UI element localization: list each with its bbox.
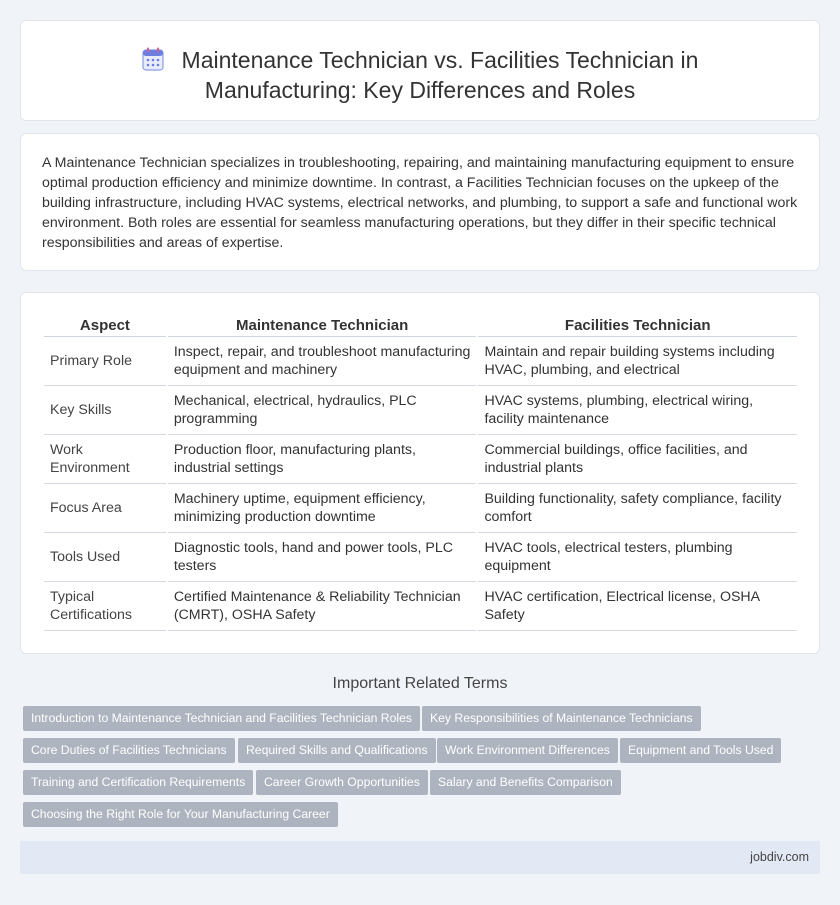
related-tag[interactable]: Salary and Benefits Comparison bbox=[430, 770, 621, 795]
comparison-card bbox=[20, 292, 820, 654]
row-maintenance: Machinery uptime, equipment efficiency, minimizing production downtime bbox=[168, 484, 477, 533]
row-maintenance: Mechanical, electrical, hydraulics, PLC programming bbox=[168, 386, 477, 435]
table-row bbox=[44, 386, 797, 435]
related-tag[interactable]: Equipment and Tools Used bbox=[620, 738, 781, 763]
related-tag[interactable]: Core Duties of Facilities Technicians bbox=[23, 738, 235, 763]
table-header-row bbox=[44, 311, 797, 337]
table-row bbox=[44, 435, 797, 484]
related-tag[interactable]: Career Growth Opportunities bbox=[256, 770, 428, 795]
table-row bbox=[44, 337, 797, 386]
row-maintenance: Diagnostic tools, hand and power tools, PLC testers bbox=[168, 533, 477, 582]
row-aspect: Typical Certifications bbox=[44, 582, 166, 631]
footer bbox=[20, 841, 820, 874]
row-facilities: Maintain and repair building systems including HVAC, plumbing, and electrical bbox=[478, 337, 797, 386]
row-aspect: Tools Used bbox=[44, 533, 166, 582]
calendar-icon bbox=[142, 47, 164, 71]
row-aspect: Work Environment bbox=[44, 435, 166, 484]
page-title: Maintenance Technician vs. Facilities Technician in Manufacturing: Key Differences and Roles bbox=[181, 47, 699, 103]
row-facilities: HVAC systems, plumbing, electrical wiring, facility maintenance bbox=[478, 386, 797, 435]
row-facilities: Building functionality, safety compliance, facility comfort bbox=[478, 484, 797, 533]
row-aspect: Focus Area bbox=[44, 484, 166, 533]
table-row bbox=[44, 582, 797, 631]
row-aspect: Key Skills bbox=[44, 386, 166, 435]
row-maintenance: Production floor, manufacturing plants, industrial settings bbox=[168, 435, 477, 484]
related-tag[interactable]: Choosing the Right Role for Your Manufacturing Career bbox=[23, 802, 338, 827]
related-tag[interactable]: Training and Certification Requirements bbox=[23, 770, 253, 795]
row-aspect: Primary Role bbox=[44, 337, 166, 386]
intro-card bbox=[20, 133, 820, 271]
row-facilities: Commercial buildings, office facilities, and industrial plants bbox=[478, 435, 797, 484]
table-row bbox=[44, 533, 797, 582]
title-card bbox=[20, 20, 820, 121]
intro-paragraph: A Maintenance Technician specializes in troubleshooting, repairing, and maintaining manufacturing equipment to ensure optimal production efficiency and minimize downtime. In contrast, a Facilities Technician focuses on the upkeep of the building infrastructure, including HVAC systems, electrical networks, and plumbing, to support a safe and functional work environment. Both roles are essential for seamless manufacturing operations, but they differ in their specific technical responsibilities and areas of expertise. bbox=[42, 155, 798, 251]
related-tag[interactable]: Required Skills and Qualifications bbox=[238, 738, 436, 763]
header-maintenance: Maintenance Technician bbox=[168, 311, 477, 337]
header-facilities: Facilities Technician bbox=[478, 311, 797, 337]
footer-site-link[interactable]: jobdiv.com bbox=[750, 850, 809, 864]
comparison-table bbox=[42, 311, 799, 631]
row-facilities: HVAC tools, electrical testers, plumbing equipment bbox=[478, 533, 797, 582]
row-maintenance: Inspect, repair, and troubleshoot manufacturing equipment and machinery bbox=[168, 337, 477, 386]
related-tag[interactable]: Work Environment Differences bbox=[437, 738, 618, 763]
related-tag[interactable]: Introduction to Maintenance Technician and Facilities Technician Roles bbox=[23, 706, 420, 731]
page-title-wrap bbox=[21, 45, 819, 105]
row-facilities: HVAC certification, Electrical license, OSHA Safety bbox=[478, 582, 797, 631]
header-aspect: Aspect bbox=[44, 311, 166, 337]
related-terms-title: Important Related Terms bbox=[332, 675, 508, 692]
table-row bbox=[44, 484, 797, 533]
related-tag[interactable]: Key Responsibilities of Maintenance Technicians bbox=[422, 706, 701, 731]
row-maintenance: Certified Maintenance & Reliability Technician (CMRT), OSHA Safety bbox=[168, 582, 477, 631]
